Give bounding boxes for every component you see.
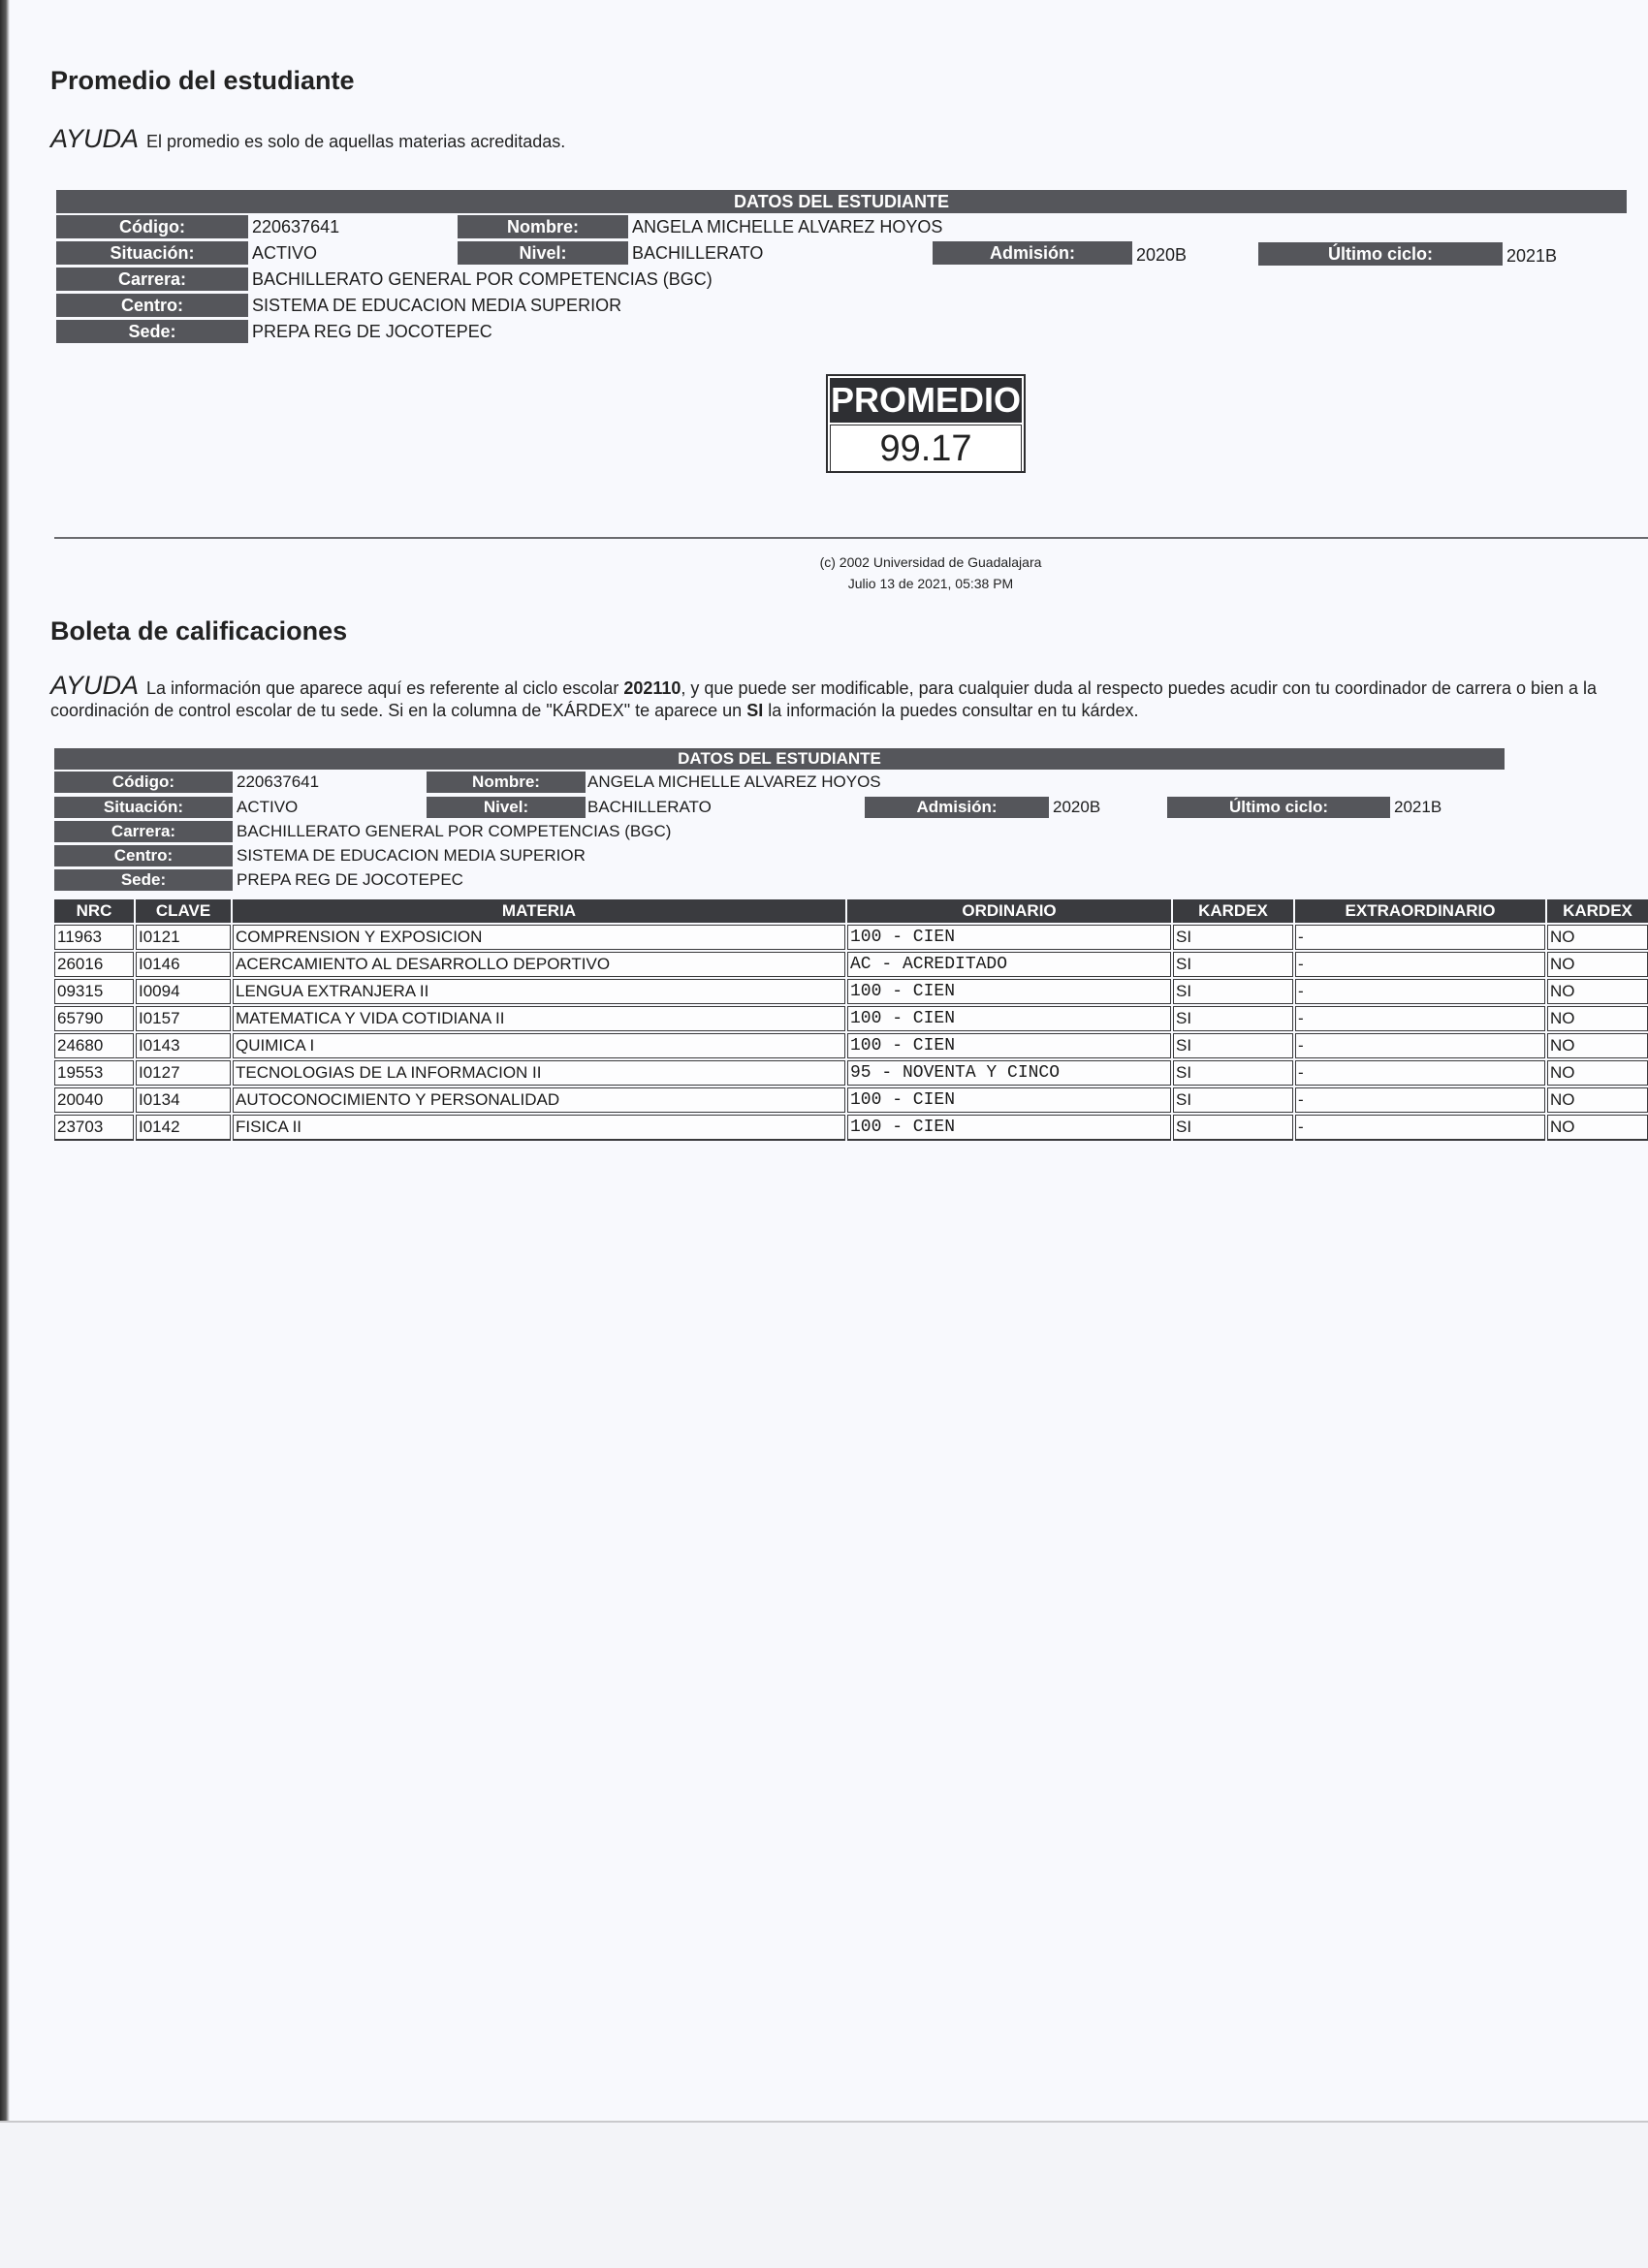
cell-kardex-2: NO [1547, 979, 1648, 1004]
scan-edge [0, 0, 10, 2266]
cell-clave: I0127 [136, 1060, 231, 1086]
value-centro: SISTEMA DE EDUCACION MEDIA SUPERIOR [237, 846, 586, 865]
cell-extraordinario: - [1295, 925, 1545, 950]
promedio-help [50, 124, 566, 153]
cell-nrc: 26016 [54, 952, 134, 977]
value-admision: 2020B [1053, 798, 1101, 816]
cell-clave: I0143 [136, 1033, 231, 1058]
label-admision: Admisión: [865, 797, 1049, 818]
cell-extraordinario: - [1295, 1033, 1545, 1058]
help-text-1: La información que aparece aquí es referente al ciclo escolar [146, 678, 619, 698]
label-ultimo-ciclo: Último ciclo: [1258, 242, 1503, 266]
cell-materia: ACERCAMIENTO AL DESARROLLO DEPORTIVO [233, 952, 845, 977]
cell-ordinario: 95 - NOVENTA Y CINCO [847, 1060, 1171, 1086]
cell-materia: MATEMATICA Y VIDA COTIDIANA II [233, 1006, 845, 1031]
cell-extraordinario: - [1295, 1060, 1545, 1086]
cell-ordinario: 100 - CIEN [847, 925, 1171, 950]
cell-kardex-2: NO [1547, 1115, 1648, 1141]
student-band-title: DATOS DEL ESTUDIANTE [54, 748, 1505, 770]
col-kardex: KARDEX [1173, 899, 1293, 923]
footer-copyright: (c) 2002 Universidad de Guadalajara [819, 554, 1042, 570]
cell-clave: I0121 [136, 925, 231, 950]
promedio-title: Promedio del estudiante [50, 66, 355, 95]
cell-nrc: 11963 [54, 925, 134, 950]
cell-kardex: SI [1173, 1115, 1293, 1141]
cell-kardex: SI [1173, 1060, 1293, 1086]
label-ultimo-ciclo: Último ciclo: [1167, 797, 1390, 818]
footer-date: Julio 13 de 2021, 05:38 PM [847, 576, 1014, 591]
table-row [54, 925, 1648, 950]
cell-kardex: SI [1173, 979, 1293, 1004]
cell-extraordinario: - [1295, 952, 1545, 977]
scan-bottom-edge [0, 2121, 1648, 2268]
cell-ordinario: 100 - CIEN [847, 979, 1171, 1004]
label-situacion: Situación: [56, 241, 248, 265]
value-admision: 2020B [1136, 245, 1188, 265]
cell-kardex: SI [1173, 1033, 1293, 1058]
cell-kardex: SI [1173, 1006, 1293, 1031]
cell-kardex: SI [1173, 925, 1293, 950]
cell-extraordinario: - [1295, 1115, 1545, 1141]
boleta-help [50, 671, 1601, 722]
col-kardex-2: KARDEX [1547, 899, 1648, 923]
boleta-title: Boleta de calificaciones [50, 616, 348, 646]
cell-kardex-2: NO [1547, 1060, 1648, 1086]
table-row [54, 979, 1648, 1004]
grades-table [52, 898, 1648, 1143]
cell-kardex: SI [1173, 1087, 1293, 1113]
label-codigo: Código: [54, 772, 233, 793]
cell-clave: I0157 [136, 1006, 231, 1031]
grades-header-row [54, 899, 1648, 923]
value-situacion: ACTIVO [252, 243, 318, 263]
cell-nrc: 23703 [54, 1115, 134, 1141]
value-nombre: ANGELA MICHELLE ALVAREZ HOYOS [587, 772, 881, 791]
label-centro: Centro: [56, 294, 248, 317]
cell-materia: COMPRENSION Y EXPOSICION [233, 925, 845, 950]
label-carrera: Carrera: [54, 821, 233, 842]
value-codigo: 220637641 [237, 772, 320, 791]
cell-extraordinario: - [1295, 1087, 1545, 1113]
cell-clave: I0146 [136, 952, 231, 977]
cell-ordinario: 100 - CIEN [847, 1115, 1171, 1141]
cell-kardex: SI [1173, 952, 1293, 977]
label-situacion: Situación: [54, 797, 233, 818]
col-materia: MATERIA [233, 899, 845, 923]
cell-nrc: 19553 [54, 1060, 134, 1086]
label-codigo: Código: [56, 215, 248, 238]
table-row [54, 1033, 1648, 1058]
label-centro: Centro: [54, 845, 233, 866]
cell-materia: QUIMICA I [233, 1033, 845, 1058]
value-centro: SISTEMA DE EDUCACION MEDIA SUPERIOR [252, 296, 622, 315]
cell-extraordinario: - [1295, 979, 1545, 1004]
cell-kardex-2: NO [1547, 1033, 1648, 1058]
help-text: El promedio es solo de aquellas materias acreditadas. [146, 132, 566, 151]
cell-ordinario: AC - ACREDITADO [847, 952, 1171, 977]
promedio-label: PROMEDIO [830, 378, 1022, 423]
label-nombre: Nombre: [458, 215, 628, 238]
col-extraordinario: EXTRAORDINARIO [1295, 899, 1545, 923]
value-sede: PREPA REG DE JOCOTEPEC [252, 322, 492, 341]
label-sede: Sede: [54, 869, 233, 891]
student-band-title: DATOS DEL ESTUDIANTE [56, 190, 1627, 213]
help-si: SI [746, 701, 764, 720]
table-row [54, 1087, 1648, 1113]
value-sede: PREPA REG DE JOCOTEPEC [237, 870, 463, 889]
cell-kardex-2: NO [1547, 952, 1648, 977]
label-sede: Sede: [56, 320, 248, 343]
value-situacion: ACTIVO [237, 798, 299, 816]
cell-materia: AUTOCONOCIMIENTO Y PERSONALIDAD [233, 1087, 845, 1113]
value-carrera: BACHILLERATO GENERAL POR COMPETENCIAS (BGC) [252, 269, 713, 289]
divider [54, 537, 1648, 539]
table-row [54, 1006, 1648, 1031]
value-codigo: 220637641 [252, 217, 340, 236]
value-nombre: ANGELA MICHELLE ALVAREZ HOYOS [632, 217, 943, 236]
value-ultimo-ciclo: 2021B [1506, 246, 1558, 266]
help-text-2: , y que puede ser modificable, para cualquier duda al respecto puedes acudir con tu coordinador de carrera o bien a la coordinación de control escolar de tu sede. Si en la columna de "KÁRDEX" te aparece un [50, 678, 1598, 720]
label-admision: Admisión: [933, 241, 1132, 265]
cell-nrc: 09315 [54, 979, 134, 1004]
cell-clave: I0142 [136, 1115, 231, 1141]
cell-nrc: 24680 [54, 1033, 134, 1058]
table-row [54, 952, 1648, 977]
cell-kardex-2: NO [1547, 1006, 1648, 1031]
value-carrera: BACHILLERATO GENERAL POR COMPETENCIAS (BGC) [237, 822, 672, 840]
promedio-value: 99.17 [830, 425, 1022, 473]
value-nivel: BACHILLERATO [587, 798, 712, 816]
cell-extraordinario: - [1295, 1006, 1545, 1031]
cell-clave: I0094 [136, 979, 231, 1004]
value-nivel: BACHILLERATO [632, 243, 764, 263]
cell-clave: I0134 [136, 1087, 231, 1113]
label-nivel: Nivel: [427, 797, 586, 818]
table-row [54, 1060, 1648, 1086]
label-nivel: Nivel: [458, 241, 628, 265]
label-nombre: Nombre: [427, 772, 586, 793]
col-clave: CLAVE [136, 899, 231, 923]
col-nrc: NRC [54, 899, 134, 923]
cell-materia: LENGUA EXTRANJERA II [233, 979, 845, 1004]
cell-kardex-2: NO [1547, 925, 1648, 950]
cell-materia: FISICA II [233, 1115, 845, 1141]
cell-materia: TECNOLOGIAS DE LA INFORMACION II [233, 1060, 845, 1086]
cell-kardex-2: NO [1547, 1087, 1648, 1113]
cell-ordinario: 100 - CIEN [847, 1033, 1171, 1058]
cell-ordinario: 100 - CIEN [847, 1006, 1171, 1031]
help-text-3: la información la puedes consultar en tu kárdex. [768, 701, 1139, 720]
help-label: AYUDA [50, 124, 140, 153]
help-label: AYUDA [50, 671, 140, 700]
help-cycle: 202110 [623, 678, 681, 698]
cell-nrc: 65790 [54, 1006, 134, 1031]
table-row [54, 1115, 1648, 1141]
value-ultimo-ciclo: 2021B [1394, 798, 1442, 816]
cell-nrc: 20040 [54, 1087, 134, 1113]
col-ordinario: ORDINARIO [847, 899, 1171, 923]
cell-ordinario: 100 - CIEN [847, 1087, 1171, 1113]
label-carrera: Carrera: [56, 268, 248, 291]
promedio-box [826, 374, 1026, 473]
